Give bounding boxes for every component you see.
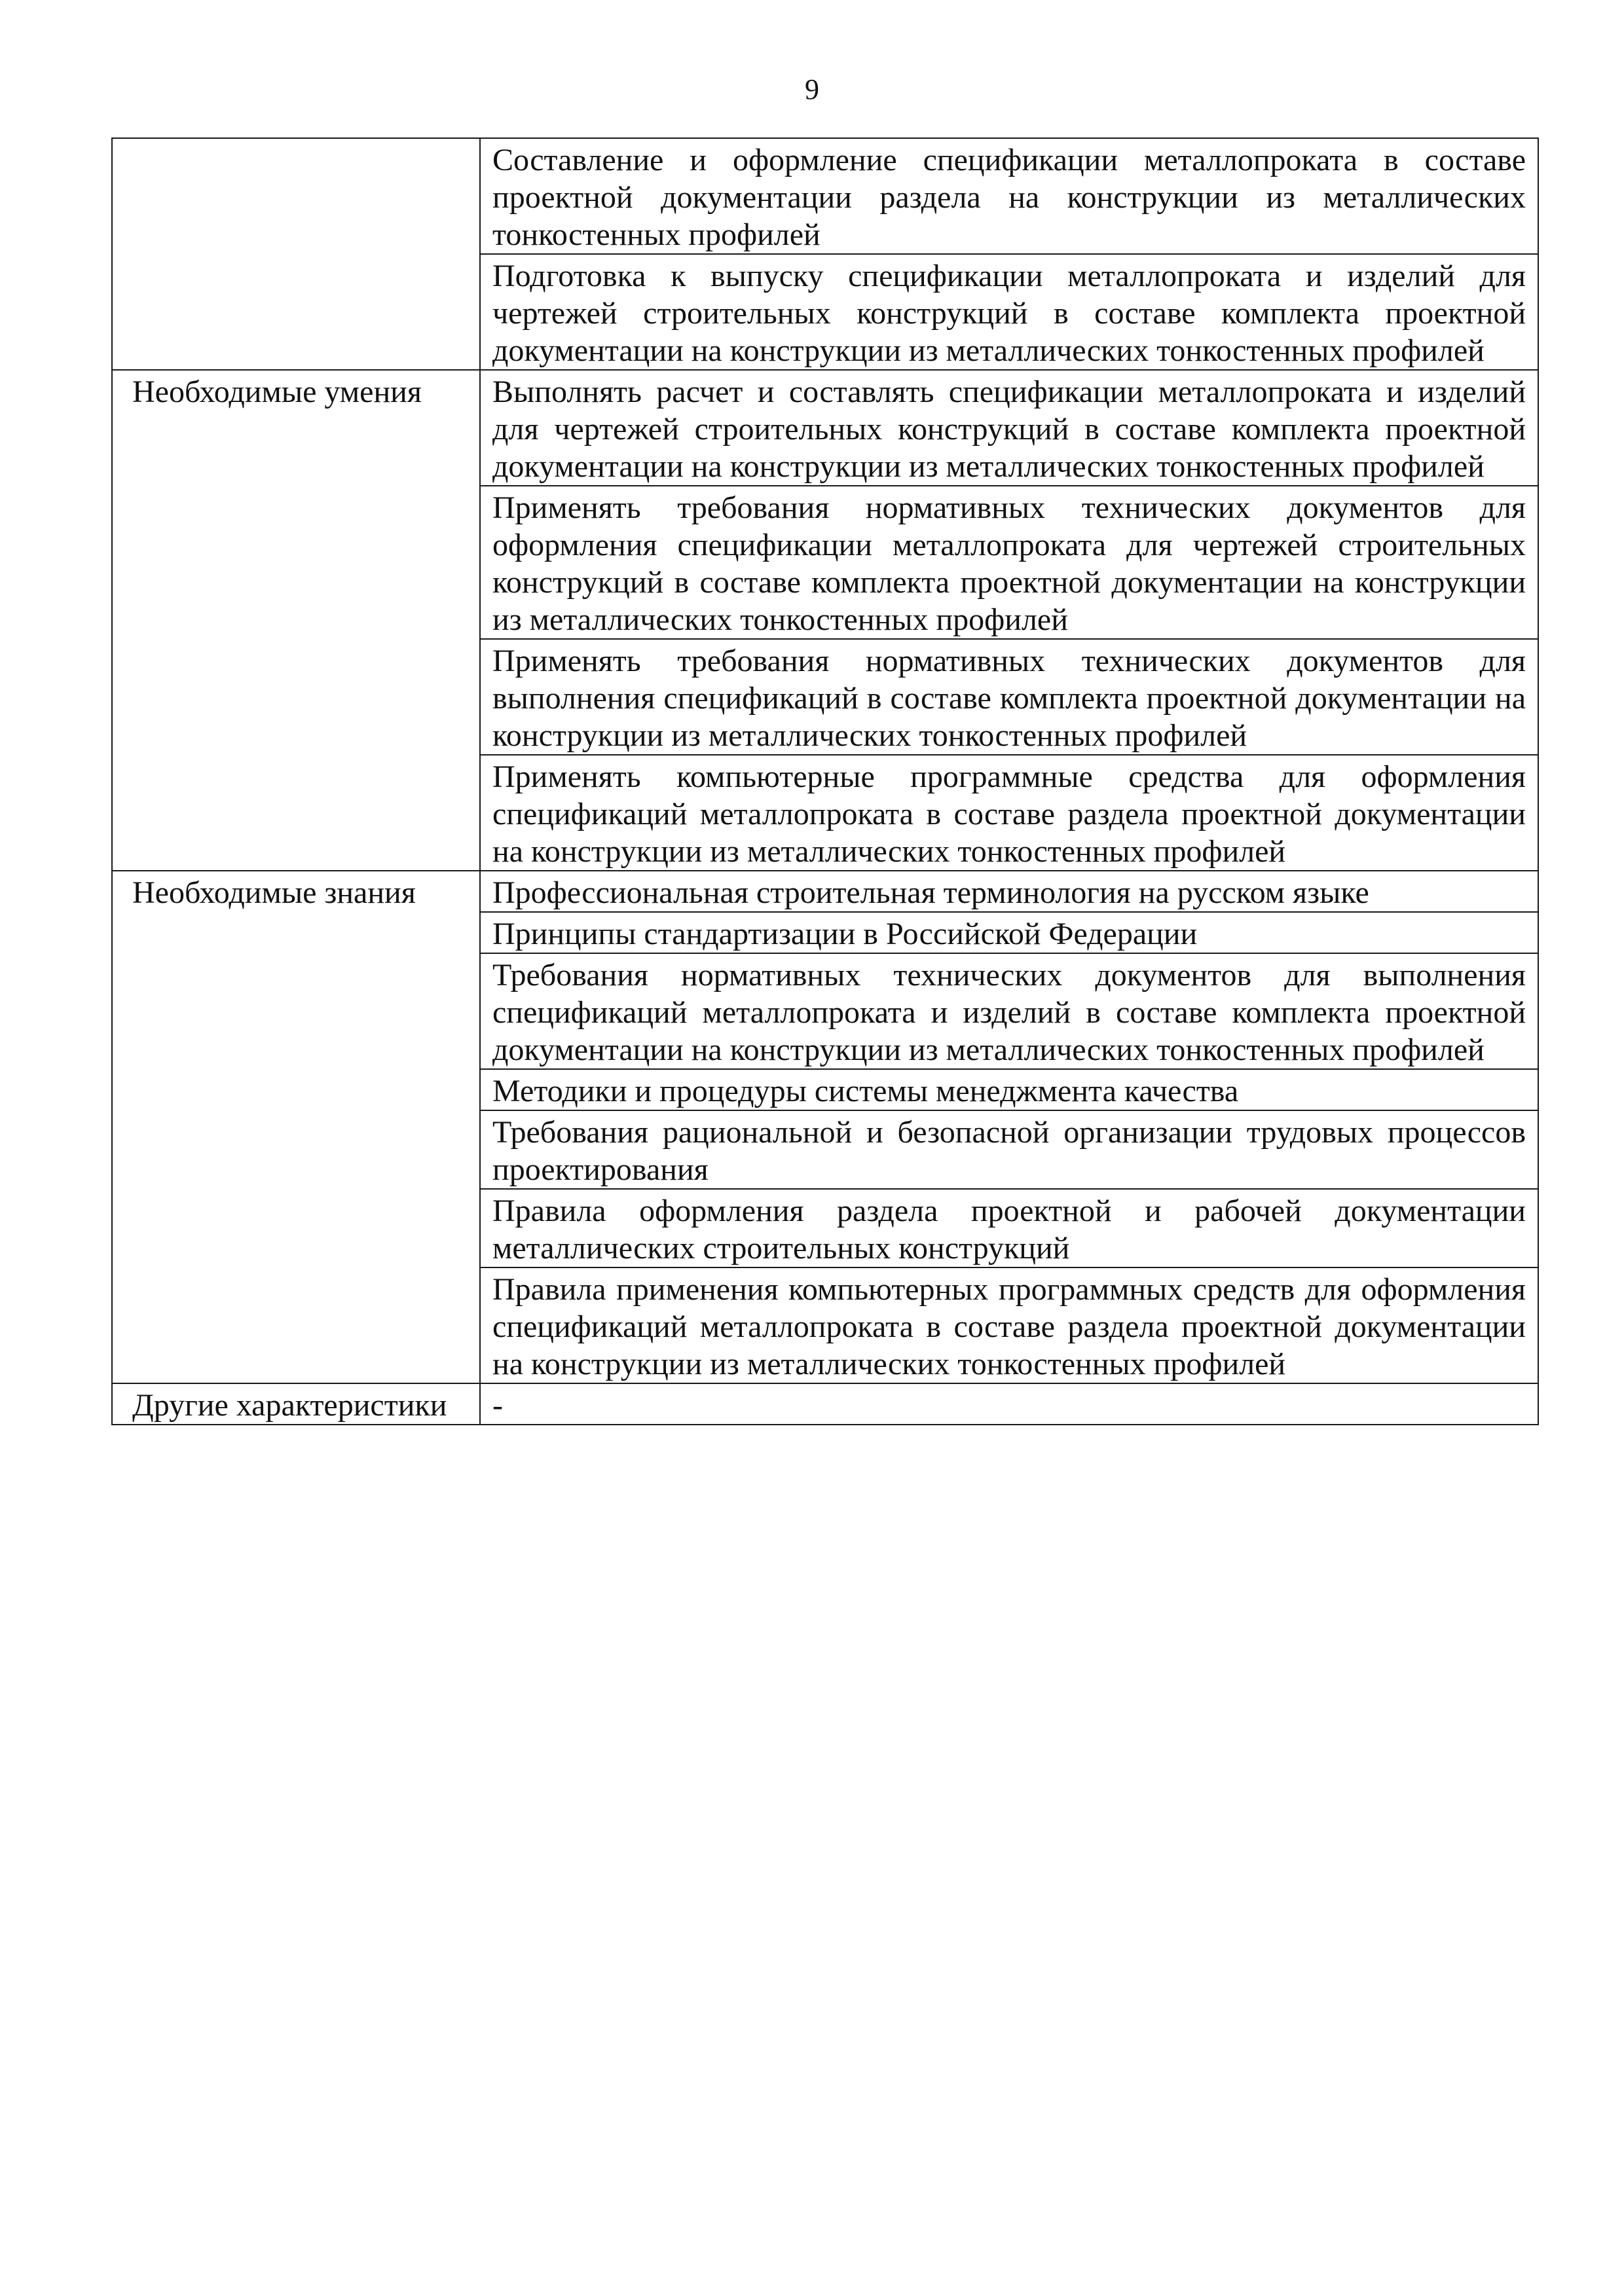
table-cell: Методики и процедуры системы менеджмента качества [480,1069,1538,1110]
row-label-empty [112,138,480,370]
table-row [112,370,1538,486]
specification-table [111,137,1539,1425]
row-label-other: Другие характеристики [112,1383,480,1425]
table-cell: Применять требования нормативных технических документов для оформления спецификации металлопроката для чертежей строительных конструкций в составе комплекта проектной документации на конструкции из металлических тонкостенных профилей [480,486,1538,639]
table-cell: Требования нормативных технических документов для выполнения спецификаций металлопроката и изделий в составе комплекта проектной документации на конструкции из металлических тонкостенных профилей [480,953,1538,1069]
table-cell: Выполнять расчет и составлять спецификации металлопроката и изделий для чертежей строительных конструкций в составе комплекта проектной документации на конструкции из металлических тонкостенных профилей [480,370,1538,486]
table-cell: - [480,1383,1538,1425]
table-cell: Применять компьютерные программные средства для оформления спецификаций металлопроката в составе раздела проектной документации на конструкции из металлических тонкостенных профилей [480,755,1538,871]
table-cell: Подготовка к выпуску спецификации металлопроката и изделий для чертежей строительных конструкций в составе комплекта проектной документации на конструкции из металлических тонкостенных профилей [480,254,1538,370]
row-label-knowledge: Необходимые знания [112,871,480,1383]
table-row [112,871,1538,912]
table-cell: Правила применения компьютерных программных средств для оформления спецификаций металлопроката в составе раздела проектной документации на конструкции из металлических тонкостенных профилей [480,1267,1538,1383]
row-label-skills: Необходимые умения [112,370,480,871]
table-cell: Принципы стандартизации в Российской Федерации [480,912,1538,953]
table-cell: Составление и оформление спецификации металлопроката в составе проектной документации раздела на конструкции из металлических тонкостенных профилей [480,138,1538,254]
table-row [112,1383,1538,1425]
page-number: 9 [805,73,819,105]
table-row [112,138,1538,254]
table-cell: Требования рациональной и безопасной организации трудовых процессов проектирования [480,1110,1538,1189]
table-cell: Применять требования нормативных технических документов для выполнения спецификаций в составе комплекта проектной документации на конструкции из металлических тонкостенных профилей [480,639,1538,755]
table-cell: Профессиональная строительная терминология на русском языке [480,871,1538,912]
table-cell: Правила оформления раздела проектной и рабочей документации металлических строительных конструкций [480,1189,1538,1267]
